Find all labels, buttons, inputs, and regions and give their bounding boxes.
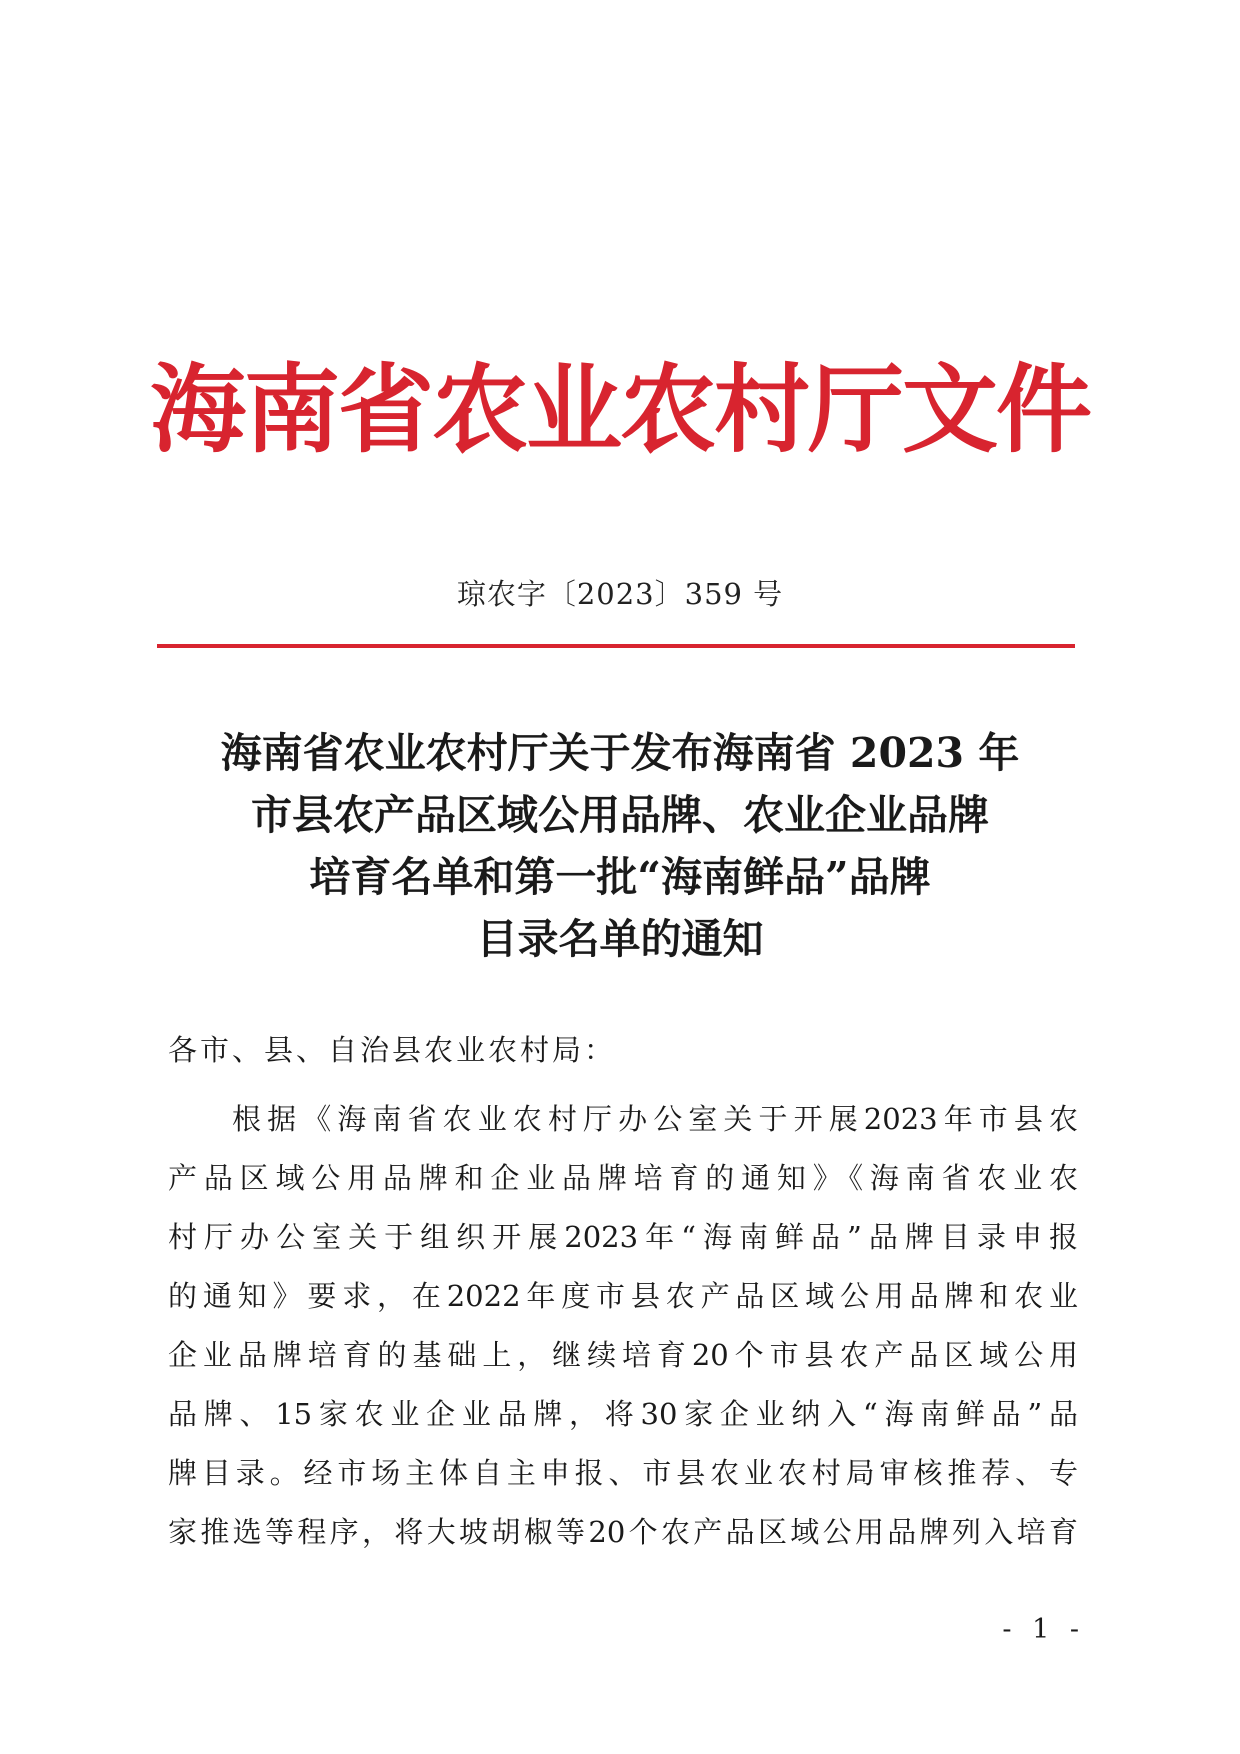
- body-line-6: 品牌、15家农业企业品牌，将30家企业纳入“海南鲜品”品: [168, 1397, 1078, 1431]
- title-line-1: 海南省农业农村厅关于发布海南省 2023 年: [220, 729, 1020, 777]
- document-title: [0, 722, 1240, 970]
- body-line-2: 产品区域公用品牌和企业品牌培育的通知》《海南省农业农: [168, 1161, 1078, 1195]
- document-masthead: 海南省农业农村厅文件: [150, 353, 1090, 466]
- title-line-4: 目录名单的通知: [476, 915, 764, 963]
- body-paragraph: [168, 1090, 1078, 1562]
- red-divider-line: [157, 644, 1075, 648]
- body-line-8: 家推选等程序，将大坡胡椒等20个农产品区域公用品牌列入培育: [168, 1515, 1078, 1549]
- salutation: 各市、县、自治县农业农村局：: [168, 1033, 617, 1067]
- body-line-5: 企业品牌培育的基础上，继续培育20个市县农产品区域公用: [168, 1338, 1078, 1372]
- body-line-1: 根据《海南省农业农村厅办公室关于开展2023年市县农: [232, 1102, 1078, 1136]
- body-line-4: 的通知》要求，在2022年度市县农产品区域公用品牌和农业: [168, 1279, 1078, 1313]
- page-number: - 1 -: [1002, 1614, 1085, 1645]
- body-line-7: 牌目录。经市场主体自主申报、市县农业农村局审核推荐、专: [168, 1456, 1078, 1490]
- document-number: 琼农字〔2023〕359 号: [456, 577, 784, 611]
- title-line-2: 市县农产品区域公用品牌、农业企业品牌: [251, 791, 989, 839]
- body-line-3: 村厅办公室关于组织开展2023年“海南鲜品”品牌目录申报: [168, 1220, 1078, 1254]
- title-line-3: 培育名单和第一批“海南鲜品”品牌: [309, 853, 931, 901]
